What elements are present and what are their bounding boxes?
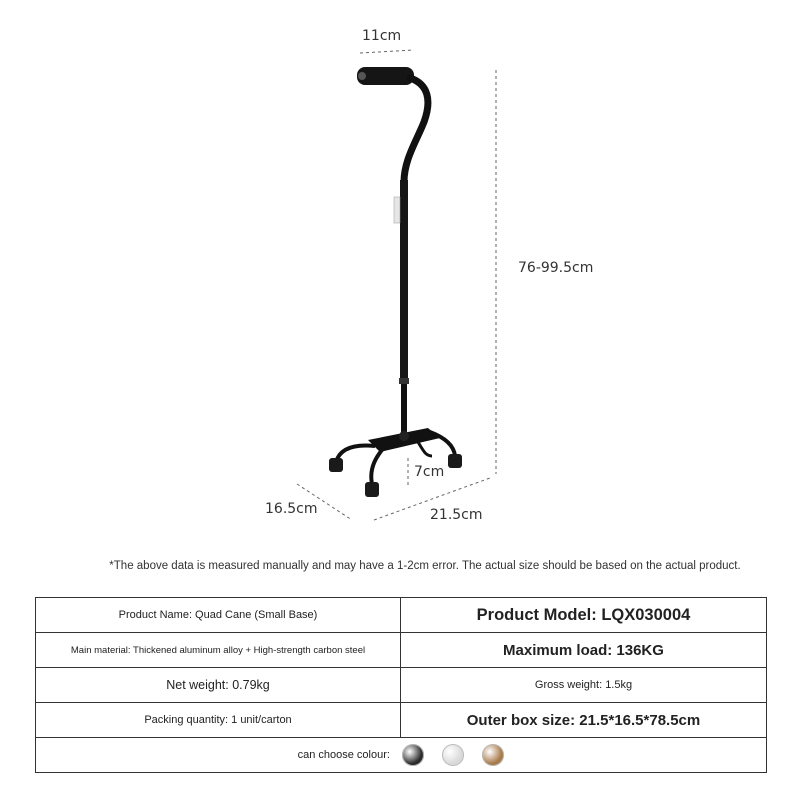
cane-upper-shaft bbox=[400, 180, 408, 380]
table-row bbox=[36, 633, 767, 668]
net-weight-cell: Net weight: 0.79kg bbox=[36, 668, 401, 703]
main-material-cell: Main material: Thickened aluminum alloy + High-strength carbon steel bbox=[36, 633, 401, 668]
colour-swatch-group bbox=[402, 744, 504, 766]
base-width-label: 21.5cm bbox=[430, 507, 483, 523]
height-range-label: 76-99.5cm bbox=[518, 260, 594, 276]
leg-front-right bbox=[418, 442, 432, 456]
cane-lower-shaft bbox=[401, 380, 407, 434]
handle-cap bbox=[358, 72, 366, 80]
shaft-label bbox=[394, 197, 400, 223]
colour-label: can choose colour: bbox=[297, 749, 390, 761]
product-model-cell: Product Model: LQX030004 bbox=[401, 598, 767, 633]
table-row bbox=[36, 703, 767, 738]
colour-swatch-silver[interactable] bbox=[442, 744, 464, 766]
handle-width-label: 11cm bbox=[362, 28, 402, 44]
colour-swatch-black[interactable] bbox=[402, 744, 424, 766]
shaft-collar bbox=[399, 378, 409, 384]
table-row bbox=[36, 668, 767, 703]
foot-height-label: 7cm bbox=[414, 464, 445, 480]
colour-options-cell bbox=[36, 738, 767, 773]
outer-box-size-cell: Outer box size: 21.5*16.5*78.5cm bbox=[401, 703, 767, 738]
base-mount bbox=[399, 431, 409, 441]
foot-tip-3 bbox=[365, 482, 379, 497]
colour-swatch-bronze[interactable] bbox=[482, 744, 504, 766]
packing-quantity-cell: Packing quantity: 1 unit/carton bbox=[36, 703, 401, 738]
gross-weight-cell: Gross weight: 1.5kg bbox=[401, 668, 767, 703]
table-row bbox=[36, 738, 767, 773]
leg-front-left bbox=[371, 450, 382, 484]
cane-neck bbox=[404, 78, 428, 182]
leg-back-right bbox=[430, 432, 455, 456]
maximum-load-cell: Maximum load: 136KG bbox=[401, 633, 767, 668]
foot-tip-2 bbox=[448, 454, 462, 468]
foot-tip-1 bbox=[329, 458, 343, 472]
spec-table bbox=[35, 597, 767, 773]
measurement-note: *The above data is measured manually and may have a 1-2cm error. The actual size should be based on the actual product. bbox=[109, 560, 741, 572]
base-depth-label: 16.5cm bbox=[265, 501, 318, 517]
handle-width-line bbox=[360, 50, 414, 53]
product-name-cell: Product Name: Quad Cane (Small Base) bbox=[36, 598, 401, 633]
table-row bbox=[36, 598, 767, 633]
